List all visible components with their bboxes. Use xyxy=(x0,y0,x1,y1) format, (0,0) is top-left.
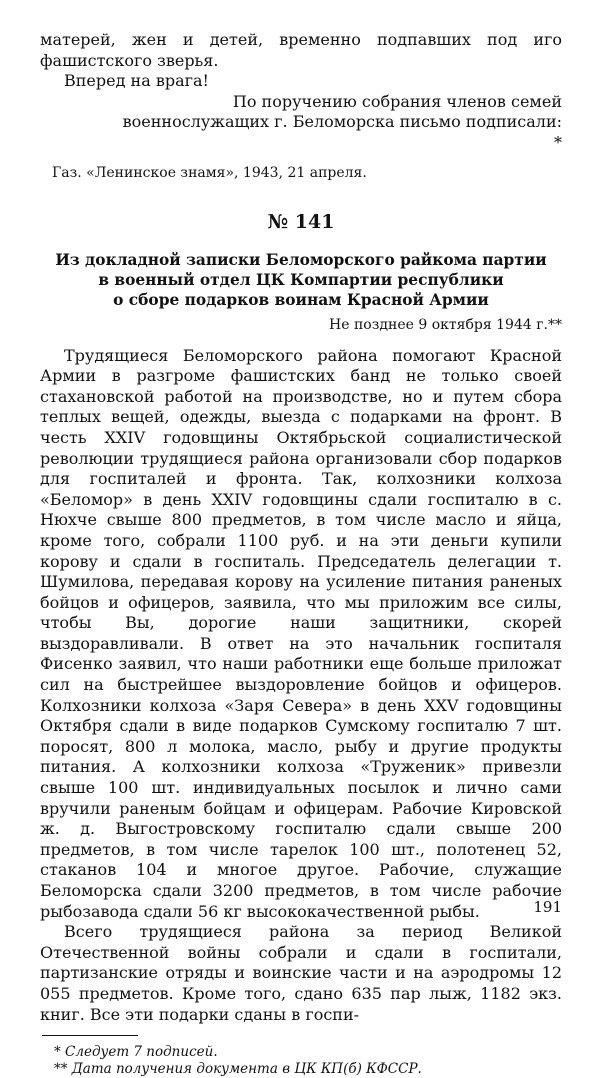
document-title xyxy=(40,250,562,310)
document-title-line: в военный отдел ЦК Компартии республики xyxy=(98,270,504,289)
footnote: * Следует 7 подписей. xyxy=(54,1044,218,1061)
page-number: 191 xyxy=(533,898,562,916)
slogan-text: Вперед на врага! xyxy=(64,71,209,91)
footnote-divider xyxy=(42,1035,138,1036)
body-paragraph: Трудящиеся Беломорского района помогают Красной Армии в разгроме фашистских банд не только своей стахановской работой на производстве, но и путем сбора теплых вещей, одежды, выезда с подарками на фронт. В честь XXIV годовщины Октябрьской социалистической революции трудящиеся района организовали сбор подарков для госпиталей и фронта. Так, колхозники колхоза «Беломор» в день XXIV годовщины сдали госпиталю в с. Нюхче свыше 800 предметов, в том числе масло и яйца, кроме того, собрали 1100 руб. и на эти деньги купили корову и сдали в госпиталь. Председатель делегации т. Шумилова, передавая корову на усиление питания раненых бойцов и офицеров, заявила, что мы приложим все силы, чтобы Вы, дорогие наши защитники, скорей выздоравливали. В ответ на это начальник госпиталя Фисенко заявил, что наши работники еще больше приложат сил на быстрейшее выздоровление бойцов и офицеров. Колхозники колхоза «Заря Севера» в день XXV годовщины Октября сдали в виде подарков Сумскому госпиталю 7 шт. поросят, 800 л молока, масло, рыбу и другие продукты питания. А колхозники колхоза «Труженик» привезли свыше 100 шт. индивидуальных посылок и лично сами вручили раненым бойцам и офицерам. Рабочие Кировской ж. д. Выгостровскому госпиталю сдали свыше 200 предметов, в том числе тарелок 100 шт., полотенец 52, стаканов 104 и многое другое. Рабочие, служащие Беломорска сдали 3200 предметов, в том числе рабочие рыбозавода сдали 56 кг высококачественной рыбы. xyxy=(40,345,562,921)
document-body xyxy=(40,346,562,1026)
continuation-text: матерей, жен и детей, временно подпавших под иго фашистского зверья. xyxy=(40,30,562,70)
footnote: ** Дата получения документа в ЦК КП(б) КФССР. xyxy=(54,1061,422,1078)
document-number: № 141 xyxy=(267,210,335,233)
document-title-line: о сборе подарков воинам Красной Армии xyxy=(113,290,489,309)
source-citation: Газ. «Ленинское знамя», 1943, 21 апреля. xyxy=(52,164,367,181)
body-paragraph: Всего трудящиеся района за период Великой Отечественной войны собрали и сдали в госпитали, партизанские отряды и воинские части и на аэродромы 12 055 предметов. Кроме того, сдано 635 пар лыж, 1182 экз. книг. Все эти подарки сданы в госпи- xyxy=(40,922,562,1024)
footnotes xyxy=(40,1044,562,1078)
document-title-line: Из докладной записки Беломорского райкома партии xyxy=(55,250,547,269)
document-date: Не позднее 9 октября 1944 г.** xyxy=(329,316,562,333)
signature-text: По поручению собрания членов семей военнослужащих г. Беломорска письмо подписали: * xyxy=(122,91,562,152)
book-page xyxy=(40,30,562,1078)
